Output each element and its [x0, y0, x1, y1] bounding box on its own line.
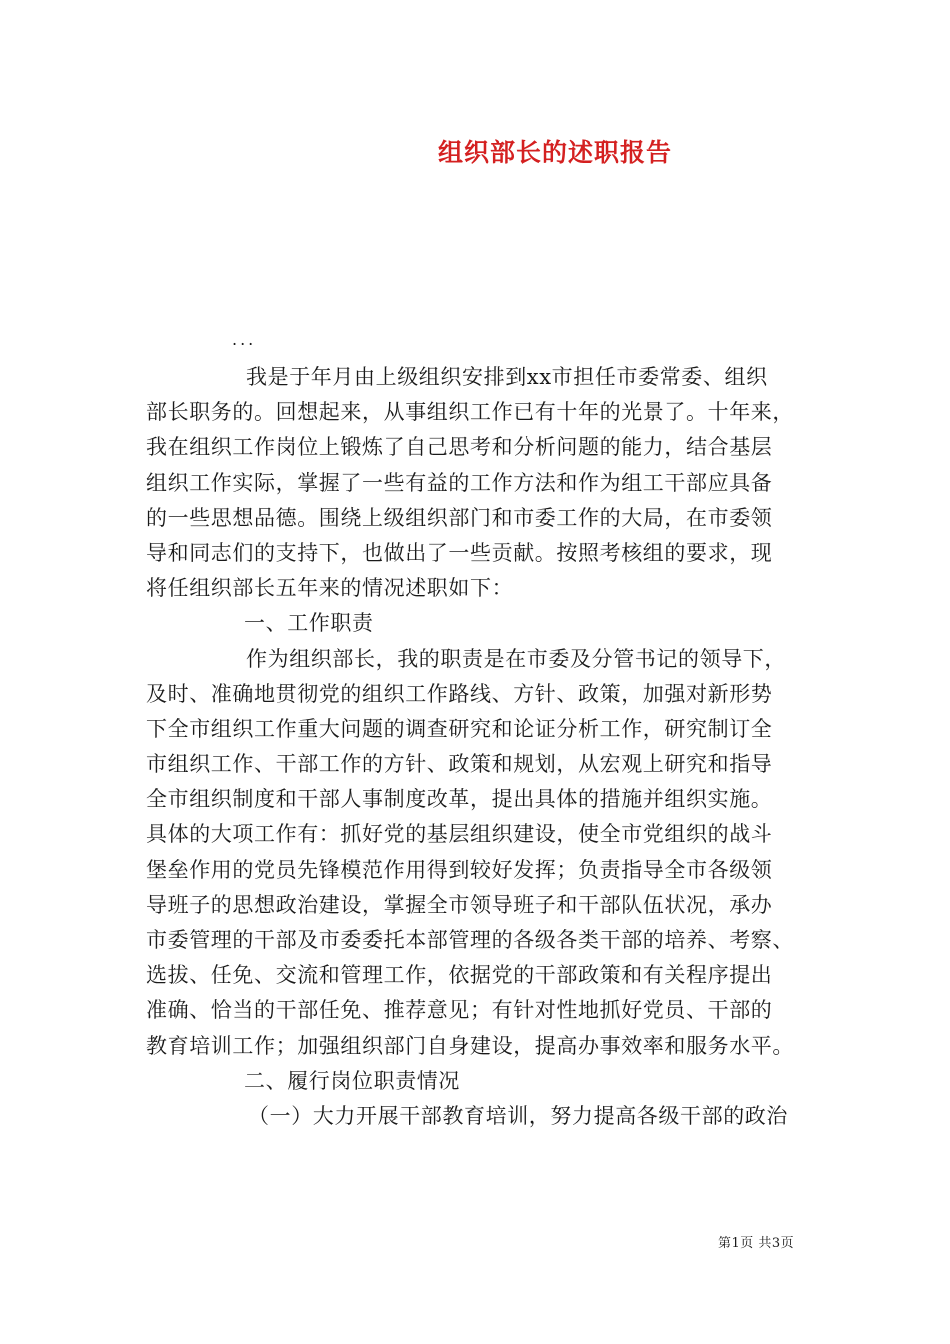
section-heading: 一、工作职责 — [244, 611, 374, 636]
text-line: 全市组织制度和干部人事制度改革，提出具体的措施并组织实施。 — [146, 787, 773, 812]
text-line: 将任组织部长五年来的情况述职如下： — [146, 576, 514, 601]
ellipsis-marker: ... — [232, 330, 257, 349]
text-line: 部长职务的。回想起来，从事组织工作已有十年的光景了。十年来， — [146, 400, 794, 425]
text-line: 组织工作实际，掌握了一些有益的工作方法和作为组工干部应具备 — [146, 470, 773, 495]
text-line: 导和同志们的支持下，也做出了一些贡献。按照考核组的要求，现 — [146, 540, 773, 565]
text-line: 的一些思想品德。围绕上级组织部门和市委工作的大局，在市委领 — [146, 505, 773, 530]
text-line: 我是于年月由上级组织安排到xx市担任市委常委、组织 — [246, 365, 768, 389]
text-line: 市委管理的干部及市委委托本部管理的各级各类干部的培养、考察、 — [146, 928, 794, 952]
text-line: 具体的大项工作有：抓好党的基层组织建设，使全市党组织的战斗 — [146, 822, 773, 847]
text-line: 及时、准确地贯彻党的组织工作路线、方针、政策，加强对新形势 — [146, 681, 773, 706]
document-body — [146, 360, 810, 1134]
text-line: 选拔、任免、交流和管理工作，依据党的干部政策和有关程序提出 — [146, 963, 773, 988]
text-line: 导班子的思想政治建设，掌握全市领导班子和干部队伍状况，承办 — [146, 892, 773, 917]
text-line: 准确、恰当的干部任免、推荐意见；有针对性地抓好党员、干部的 — [146, 998, 773, 1023]
text-line: 市组织工作、干部工作的方针、政策和规划，从宏观上研究和指导 — [146, 752, 773, 777]
section-heading: 二、履行岗位职责情况 — [244, 1068, 460, 1093]
text-line: 下全市组织工作重大问题的调查研究和论证分析工作，研究制订全 — [146, 716, 773, 741]
text-line: 教育培训工作；加强组织部门自身建设，提高办事效率和服务水平。 — [146, 1033, 794, 1058]
subsection-heading: （一）大力开展干部教育培训，努力提高各级干部的政治 — [248, 1103, 788, 1128]
text-line: 我在组织工作岗位上锻炼了自己思考和分析问题的能力，结合基层 — [146, 435, 773, 460]
document-title: 组织部长的述职报告 — [437, 138, 672, 167]
text-line: 堡垒作用的党员先锋模范作用得到较好发挥；负责指导全市各级领 — [146, 857, 773, 882]
text-line: 作为组织部长，我的职责是在市委及分管书记的领导下， — [246, 646, 786, 671]
page-number: 第1页 共3页 — [718, 1236, 795, 1251]
